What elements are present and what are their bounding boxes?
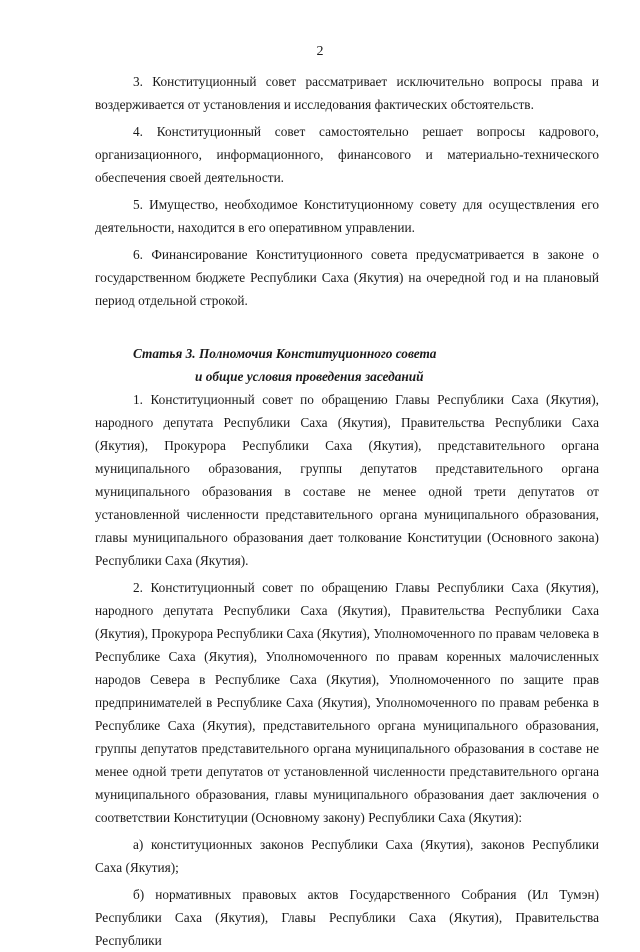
paragraph-5: 5. Имущество, необходимое Конституционному совету для осуществления его деятельности, находится в его оперативном управлении.: [95, 197, 599, 235]
paragraph-6: 6. Финансирование Конституционного совета предусматривается в законе о государственном бюджете Республики Саха (Якутия) на очередной год и на плановый период отдельной строкой.: [95, 247, 599, 308]
document-body: [95, 70, 599, 952]
article-title-line1: Статья 3. Полномочия Конституционного совета: [133, 346, 437, 361]
article-item-b: б) нормативных правовых актов Государственного Собрания (Ил Тумэн) Республики Саха (Якутия), Главы Республики Саха (Якутия), Правительства Республики: [95, 887, 599, 948]
article-paragraph-1: 1. Конституционный совет по обращению Главы Республики Саха (Якутия), народного депутата Республики Саха (Якутия), Правительства Республики Саха (Якутия), Прокурора Республики Саха (Якутия), представительного органа муниципального образования, группы депутатов представительного органа муниципального образования в составе не менее одной трети депутатов от установленной численности представительного органа муниципального образования, главы муниципального образования дает толкование Конституции (Основного закона) Республики Саха (Якутия).: [95, 392, 599, 568]
article-item-a: а) конституционных законов Республики Саха (Якутия), законов Республики Саха (Якутия);: [95, 837, 599, 875]
paragraph-3: 3. Конституционный совет рассматривает исключительно вопросы права и воздерживается от установления и исследования фактических обстоятельств.: [95, 74, 599, 112]
article-heading: [95, 342, 599, 388]
paragraph-4: 4. Конституционный совет самостоятельно решает вопросы кадрового, организационного, информационного, финансового и материально-технического обеспечения своей деятельности.: [95, 124, 599, 185]
article-paragraph-2: 2. Конституционный совет по обращению Главы Республики Саха (Якутия), народного депутата Республики Саха (Якутия), Правительства Республики Саха (Якутия), Прокурора Республики Саха (Якутия), Уполномоченного по правам человека в Республике Саха (Якутия), Уполномоченного по правам коренных малочисленных народов Севера в Республике Саха (Якутия), Уполномоченного по защите прав предпринимателей в Республике Саха (Якутия), Уполномоченного по правам ребенка в Республике Саха (Якутия), представительного органа муниципального образования, группы депутатов представительного органа муниципального образования в составе не менее одной трети депутатов от установленной численности представительного органа муниципального образования, главы муниципального образования дает заключения о соответствии Конституции (Основному закону) Республики Саха (Якутия):: [95, 580, 599, 825]
article-title-line2: и общие условия проведения заседаний: [195, 369, 424, 384]
page-number: 2: [316, 44, 324, 59]
